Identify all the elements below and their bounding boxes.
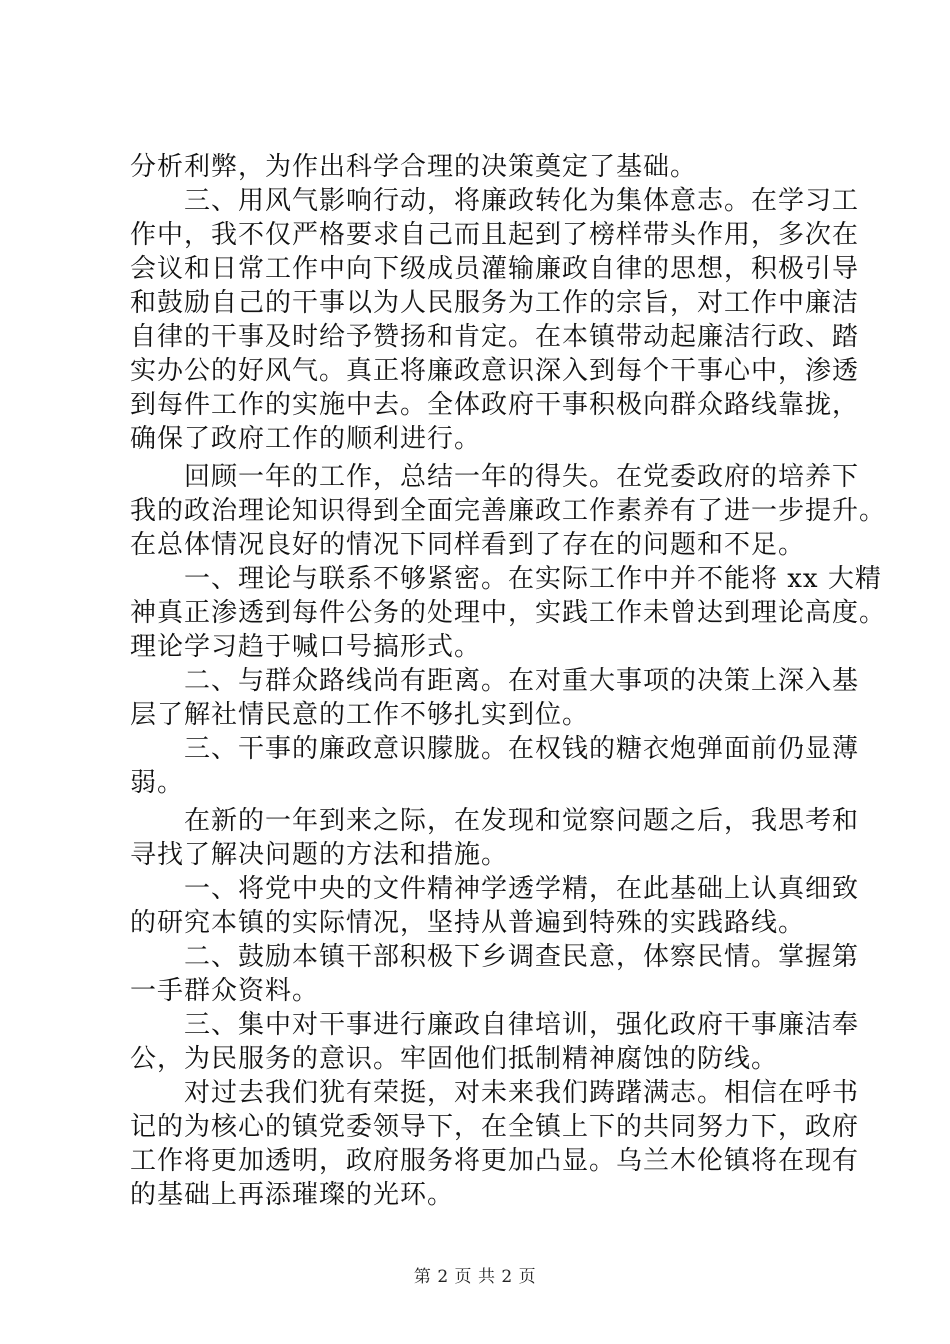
text-line: 弱。 [130,768,185,798]
text-line: 二、鼓励本镇干部积极下乡调查民意，体察民情。掌握第 [130,942,860,972]
text-line: 三、集中对干事进行廉政自律培训，强化政府干事廉洁奉 [130,1010,860,1040]
text-line: 作中，我不仅严格要求自己而且起到了榜样带头作用，多次在 [130,220,860,250]
text-line: 层了解社情民意的工作不够扎实到位。 [130,700,590,730]
text-line: 一、将党中央的文件精神学透学精，在此基础上认真细致 [130,874,860,904]
text-line: 我的政治理论知识得到全面完善廉政工作素养有了进一步提升。 [130,496,887,526]
text-line: 到每件工作的实施中去。全体政府干事积极向群众路线靠拢， [130,390,860,420]
text-line: 的基础上再添璀璨的光环。 [130,1180,455,1210]
document-body [130,150,887,1212]
text-line: 回顾一年的工作，总结一年的得失。在党委政府的培养下 [130,462,860,492]
text-line: 确保了政府工作的顺利进行。 [130,424,482,454]
text-line: 自律的干事及时给予赞扬和肯定。在本镇带动起廉洁行政、踏 [130,322,860,352]
text-line: 记的为核心的镇党委领导下，在全镇上下的共同努力下，政府 [130,1112,860,1142]
text-line: 寻找了解决问题的方法和措施。 [130,840,509,870]
page-number-footer: 第 2 页 共 2 页 [413,1267,537,1287]
text-line: 在总体情况良好的情况下同样看到了存在的问题和不足。 [130,530,806,560]
text-line: 一手群众资料。 [130,976,320,1006]
text-line: 理论学习趋于喊口号搞形式。 [130,632,482,662]
text-line: 分析利弊，为作出科学合理的决策奠定了基础。 [130,152,698,182]
text-line: 工作将更加透明，政府服务将更加凸显。乌兰木伦镇将在现有 [130,1146,860,1176]
text-line: 三、干事的廉政意识朦胧。在权钱的糖衣炮弹面前仍显薄 [130,734,860,764]
text-line: 神真正渗透到每件公务的处理中，实践工作未曾达到理论高度。 [130,598,887,628]
text-line: 一、理论与联系不够紧密。在实际工作中并不能将 xx 大精 [130,564,882,594]
text-line: 会议和日常工作中向下级成员灌输廉政自律的思想，积极引导 [130,254,860,284]
text-line: 在新的一年到来之际，在发现和觉察问题之后，我思考和 [130,806,860,836]
text-line: 二、与群众路线尚有距离。在对重大事项的决策上深入基 [130,666,860,696]
text-line: 和鼓励自己的干事以为人民服务为工作的宗旨，对工作中廉洁 [130,288,860,318]
text-line: 实办公的好风气。真正将廉政意识深入到每个干事心中，渗透 [130,356,860,386]
text-line: 对过去我们犹有荣挺，对未来我们踌躇满志。相信在呼书 [130,1078,860,1108]
text-line: 公，为民服务的意识。牢固他们抵制精神腐蚀的防线。 [130,1044,779,1074]
text-line: 三、用风气影响行动，将廉政转化为集体意志。在学习工 [130,186,860,216]
text-line: 的研究本镇的实际情况，坚持从普遍到特殊的实践路线。 [130,908,806,938]
